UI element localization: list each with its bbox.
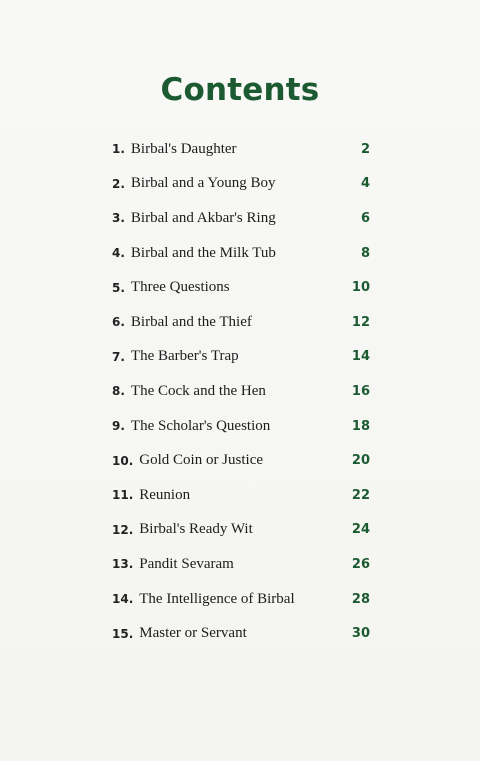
page-number: 22 — [351, 487, 370, 503]
page-number: 10 — [351, 280, 370, 296]
toc-entry — [112, 513, 370, 548]
toc-entry — [112, 167, 370, 202]
chapter-title: The Barber's Trap — [130, 348, 239, 365]
chapter-number: 9. — [112, 419, 125, 434]
toc-entry — [112, 201, 370, 236]
chapter-title: Birbal and Akbar's Ring — [130, 209, 276, 226]
chapter-title: Pandit Sevaram — [139, 555, 234, 572]
page-number: 20 — [351, 453, 370, 469]
chapter-title: Three Questions — [130, 279, 230, 296]
chapter-number: 7. — [112, 349, 125, 364]
page-number: 16 — [351, 383, 370, 399]
page-number: 12 — [351, 314, 370, 330]
toc-entry — [112, 616, 370, 651]
chapter-number: 5. — [112, 280, 125, 295]
chapter-number: 3. — [112, 211, 125, 226]
toc-entry — [112, 270, 370, 305]
chapter-title: The Scholar's Question — [130, 417, 271, 434]
page-number: 18 — [351, 418, 370, 434]
chapter-title: Reunion — [139, 486, 191, 503]
page-number: 6 — [360, 210, 370, 226]
table-of-contents — [112, 132, 370, 651]
chapter-number: 8. — [112, 384, 125, 399]
chapter-title: Birbal's Ready Wit — [139, 521, 253, 538]
chapter-title: Gold Coin or Justice — [139, 452, 264, 469]
toc-entry — [112, 340, 370, 375]
chapter-number: 6. — [112, 315, 125, 330]
toc-entry — [112, 478, 370, 513]
page-number: 28 — [351, 591, 370, 607]
chapter-number: 12. — [112, 522, 134, 537]
toc-entry — [112, 409, 370, 444]
chapter-title: Birbal and the Milk Tub — [130, 244, 276, 261]
chapter-title: Birbal and a Young Boy — [130, 175, 276, 192]
toc-entry — [112, 547, 370, 582]
toc-entry — [112, 582, 370, 617]
chapter-number: 14. — [112, 592, 134, 607]
chapter-number: 2. — [112, 176, 125, 191]
page-number: 24 — [351, 522, 370, 538]
toc-entry — [112, 443, 370, 478]
page-number: 2 — [360, 141, 370, 157]
page-number: 14 — [351, 349, 370, 365]
chapter-number: 11. — [112, 488, 134, 503]
chapter-title: The Intelligence of Birbal — [139, 590, 295, 607]
page-number: 8 — [360, 245, 370, 261]
chapter-number: 1. — [112, 142, 125, 157]
chapter-number: 15. — [112, 626, 134, 641]
chapter-title: Master or Servant — [139, 625, 247, 642]
chapter-number: 10. — [112, 453, 134, 468]
page-number: 26 — [351, 556, 370, 572]
toc-entry — [112, 374, 370, 409]
toc-entry — [112, 236, 370, 271]
toc-entry — [112, 305, 370, 340]
page-title: Contents — [160, 72, 320, 108]
chapter-number: 13. — [112, 557, 134, 572]
page-number: 30 — [351, 626, 370, 642]
toc-entry — [112, 132, 370, 167]
chapter-title: Birbal and the Thief — [130, 313, 252, 330]
chapter-title: Birbal's Daughter — [130, 140, 237, 157]
page-number: 4 — [360, 176, 370, 192]
chapter-number: 4. — [112, 246, 125, 261]
chapter-title: The Cock and the Hen — [130, 382, 266, 399]
